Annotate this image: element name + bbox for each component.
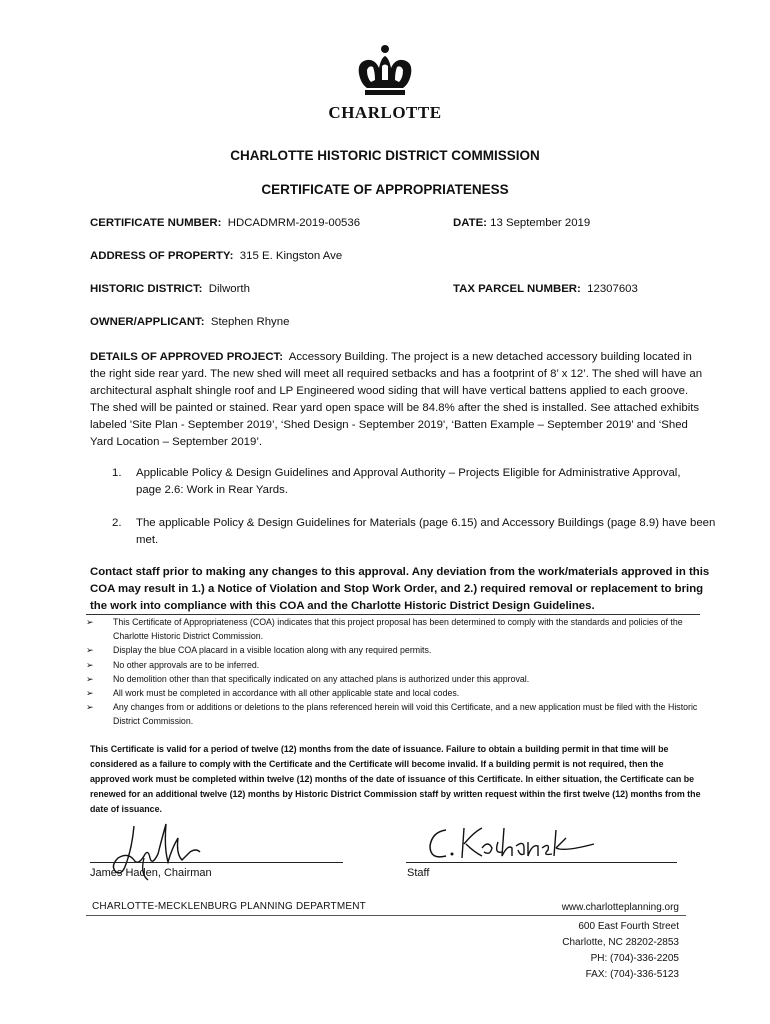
- validity-notice: This Certificate is valid for a period of twelve (12) months from the date of issuance. Failure to obtain a building permit in that time will be considered as a failure to comply with the Certificate and the Certificate will become invalid. If a building permit is not required, then the approved work must be completed within twelve (12) months of the date of issuance of this Certificate. In either situation, the Certificate can be renewed for an additional twelve (12) months by Historic District Commission staff by written request within the first twelve (12) months from the date of issuance.: [90, 744, 701, 814]
- footer-address: [562, 919, 679, 983]
- details-label: DETAILS OF APPROVED PROJECT:: [90, 351, 284, 363]
- footer-phone: PH: (704)-336-2205: [590, 953, 679, 964]
- tax-parcel-field: [453, 283, 638, 295]
- field-label: CERTIFICATE NUMBER:: [90, 217, 222, 229]
- certificate-number-field: [90, 217, 360, 229]
- field-label: ADDRESS OF PROPERTY:: [90, 250, 234, 262]
- field-value: 12307603: [587, 283, 638, 295]
- staff-signature: [424, 818, 604, 868]
- footer-fax: FAX: (704)-336-5123: [585, 969, 679, 980]
- date-field: [453, 217, 590, 229]
- certificate-title: CERTIFICATE OF APPROPRIATENESS: [261, 182, 509, 197]
- footer-website[interactable]: www.charlotteplanning.org: [561, 902, 679, 913]
- footer-street: 600 East Fourth Street: [578, 921, 679, 932]
- condition-item: [86, 615, 700, 643]
- chairman-label: James Haden, Chairman: [90, 867, 212, 879]
- policy-text: The applicable Policy & Design Guidelines for Materials (page 6.15) and Accessory Buildings (page 8.9) have been met.: [136, 517, 716, 546]
- historic-district-field: [90, 283, 250, 295]
- field-value: HDCADMRM-2019-00536: [227, 217, 361, 229]
- project-details: [90, 349, 710, 451]
- condition-item: [86, 672, 700, 686]
- policy-number: 1.: [112, 467, 122, 479]
- footer-city: Charlotte, NC 28202-2853: [562, 937, 679, 948]
- charlotte-logo: [0, 44, 770, 123]
- policy-item: [112, 515, 716, 549]
- arrow-bullet-icon: ➢: [86, 702, 94, 713]
- condition-text: Display the blue COA placard in a visible location along with any required permits.: [113, 645, 432, 656]
- condition-item: [86, 686, 700, 700]
- details-text: Accessory Building. The project is a new detached accessory building located in the right side rear yard. The new shed will meet all required setbacks and has a footprint of 8’ x 12’. The shed will have an architectural asphalt shingle roof and LP Engineered wood siding that will have vertical battens applied to each groove. The shed will be painted or stained. Rear yard open space will be 84.8% after the shed is installed. See attached exhibits labeled 'Site Plan - September 2019’, ‘Shed Design - September 2019', ‘Batten Example – September 2019’ and ‘Shed Yard Location – September 2019’.: [90, 351, 703, 448]
- arrow-bullet-icon: ➢: [86, 673, 94, 684]
- commission-title: CHARLOTTE HISTORIC DISTRICT COMMISSION: [230, 148, 540, 163]
- policy-number: 2.: [112, 517, 122, 529]
- owner-field: [90, 316, 289, 328]
- address-field: [90, 250, 342, 262]
- crown-icon: [353, 44, 417, 102]
- change-warning: Contact staff prior to making any changes to this approval. Any deviation from the work/materials approved in this COA may result in 1.) a Notice of Violation and Stop Work Order, and 2.) required removal or replacement to bring the work into compliance with this COA and the Charlotte Historic District Design Guidelines.: [90, 566, 710, 612]
- field-value: 13 September 2019: [490, 217, 591, 229]
- condition-item: [86, 643, 700, 657]
- field-value: 315 E. Kingston Ave: [239, 250, 343, 262]
- arrow-bullet-icon: ➢: [86, 659, 94, 670]
- arrow-bullet-icon: ➢: [86, 645, 94, 656]
- condition-text: Any changes from or additions or deletions to the plans referenced herein will void this Certificate, and a new application must be filed with the Historic District Commission.: [113, 702, 698, 727]
- condition-item: [86, 658, 700, 672]
- condition-text: All work must be completed in accordance with all other applicable state and local codes.: [113, 688, 460, 699]
- field-label: HISTORIC DISTRICT:: [90, 283, 203, 295]
- field-value: Dilworth: [208, 283, 250, 295]
- arrow-bullet-icon: ➢: [86, 617, 94, 627]
- condition-text: No demolition other than that specifically indicated on any attached plans is authorized under this approval.: [113, 673, 530, 684]
- field-label: DATE:: [453, 217, 487, 229]
- condition-text: No other approvals are to be inferred.: [113, 659, 260, 670]
- field-label: OWNER/APPLICANT:: [90, 316, 205, 328]
- staff-label: Staff: [407, 867, 430, 879]
- conditions-list: [86, 614, 700, 729]
- arrow-bullet-icon: ➢: [86, 688, 94, 699]
- planning-department: CHARLOTTE-MECKLENBURG PLANNING DEPARTMENT: [92, 901, 366, 912]
- field-label: TAX PARCEL NUMBER:: [453, 283, 581, 295]
- condition-text: This Certificate of Appropriateness (COA) indicates that this project proposal has been determined to comply with the standards and policies of the Charlotte Historic District Commission.: [113, 617, 683, 642]
- field-value: Stephen Rhyne: [210, 316, 290, 328]
- policy-text: Applicable Policy & Design Guidelines and Approval Authority – Projects Eligible for Administrative Approval, page 2.6: Work in Rear Yards.: [136, 467, 681, 496]
- logo-wordmark: CHARLOTTE: [328, 103, 442, 122]
- footer-divider: [86, 915, 686, 916]
- condition-item: [86, 700, 700, 728]
- policy-item: [112, 465, 712, 499]
- staff-signature-line: [406, 862, 677, 863]
- chairman-signature-line: [90, 862, 343, 863]
